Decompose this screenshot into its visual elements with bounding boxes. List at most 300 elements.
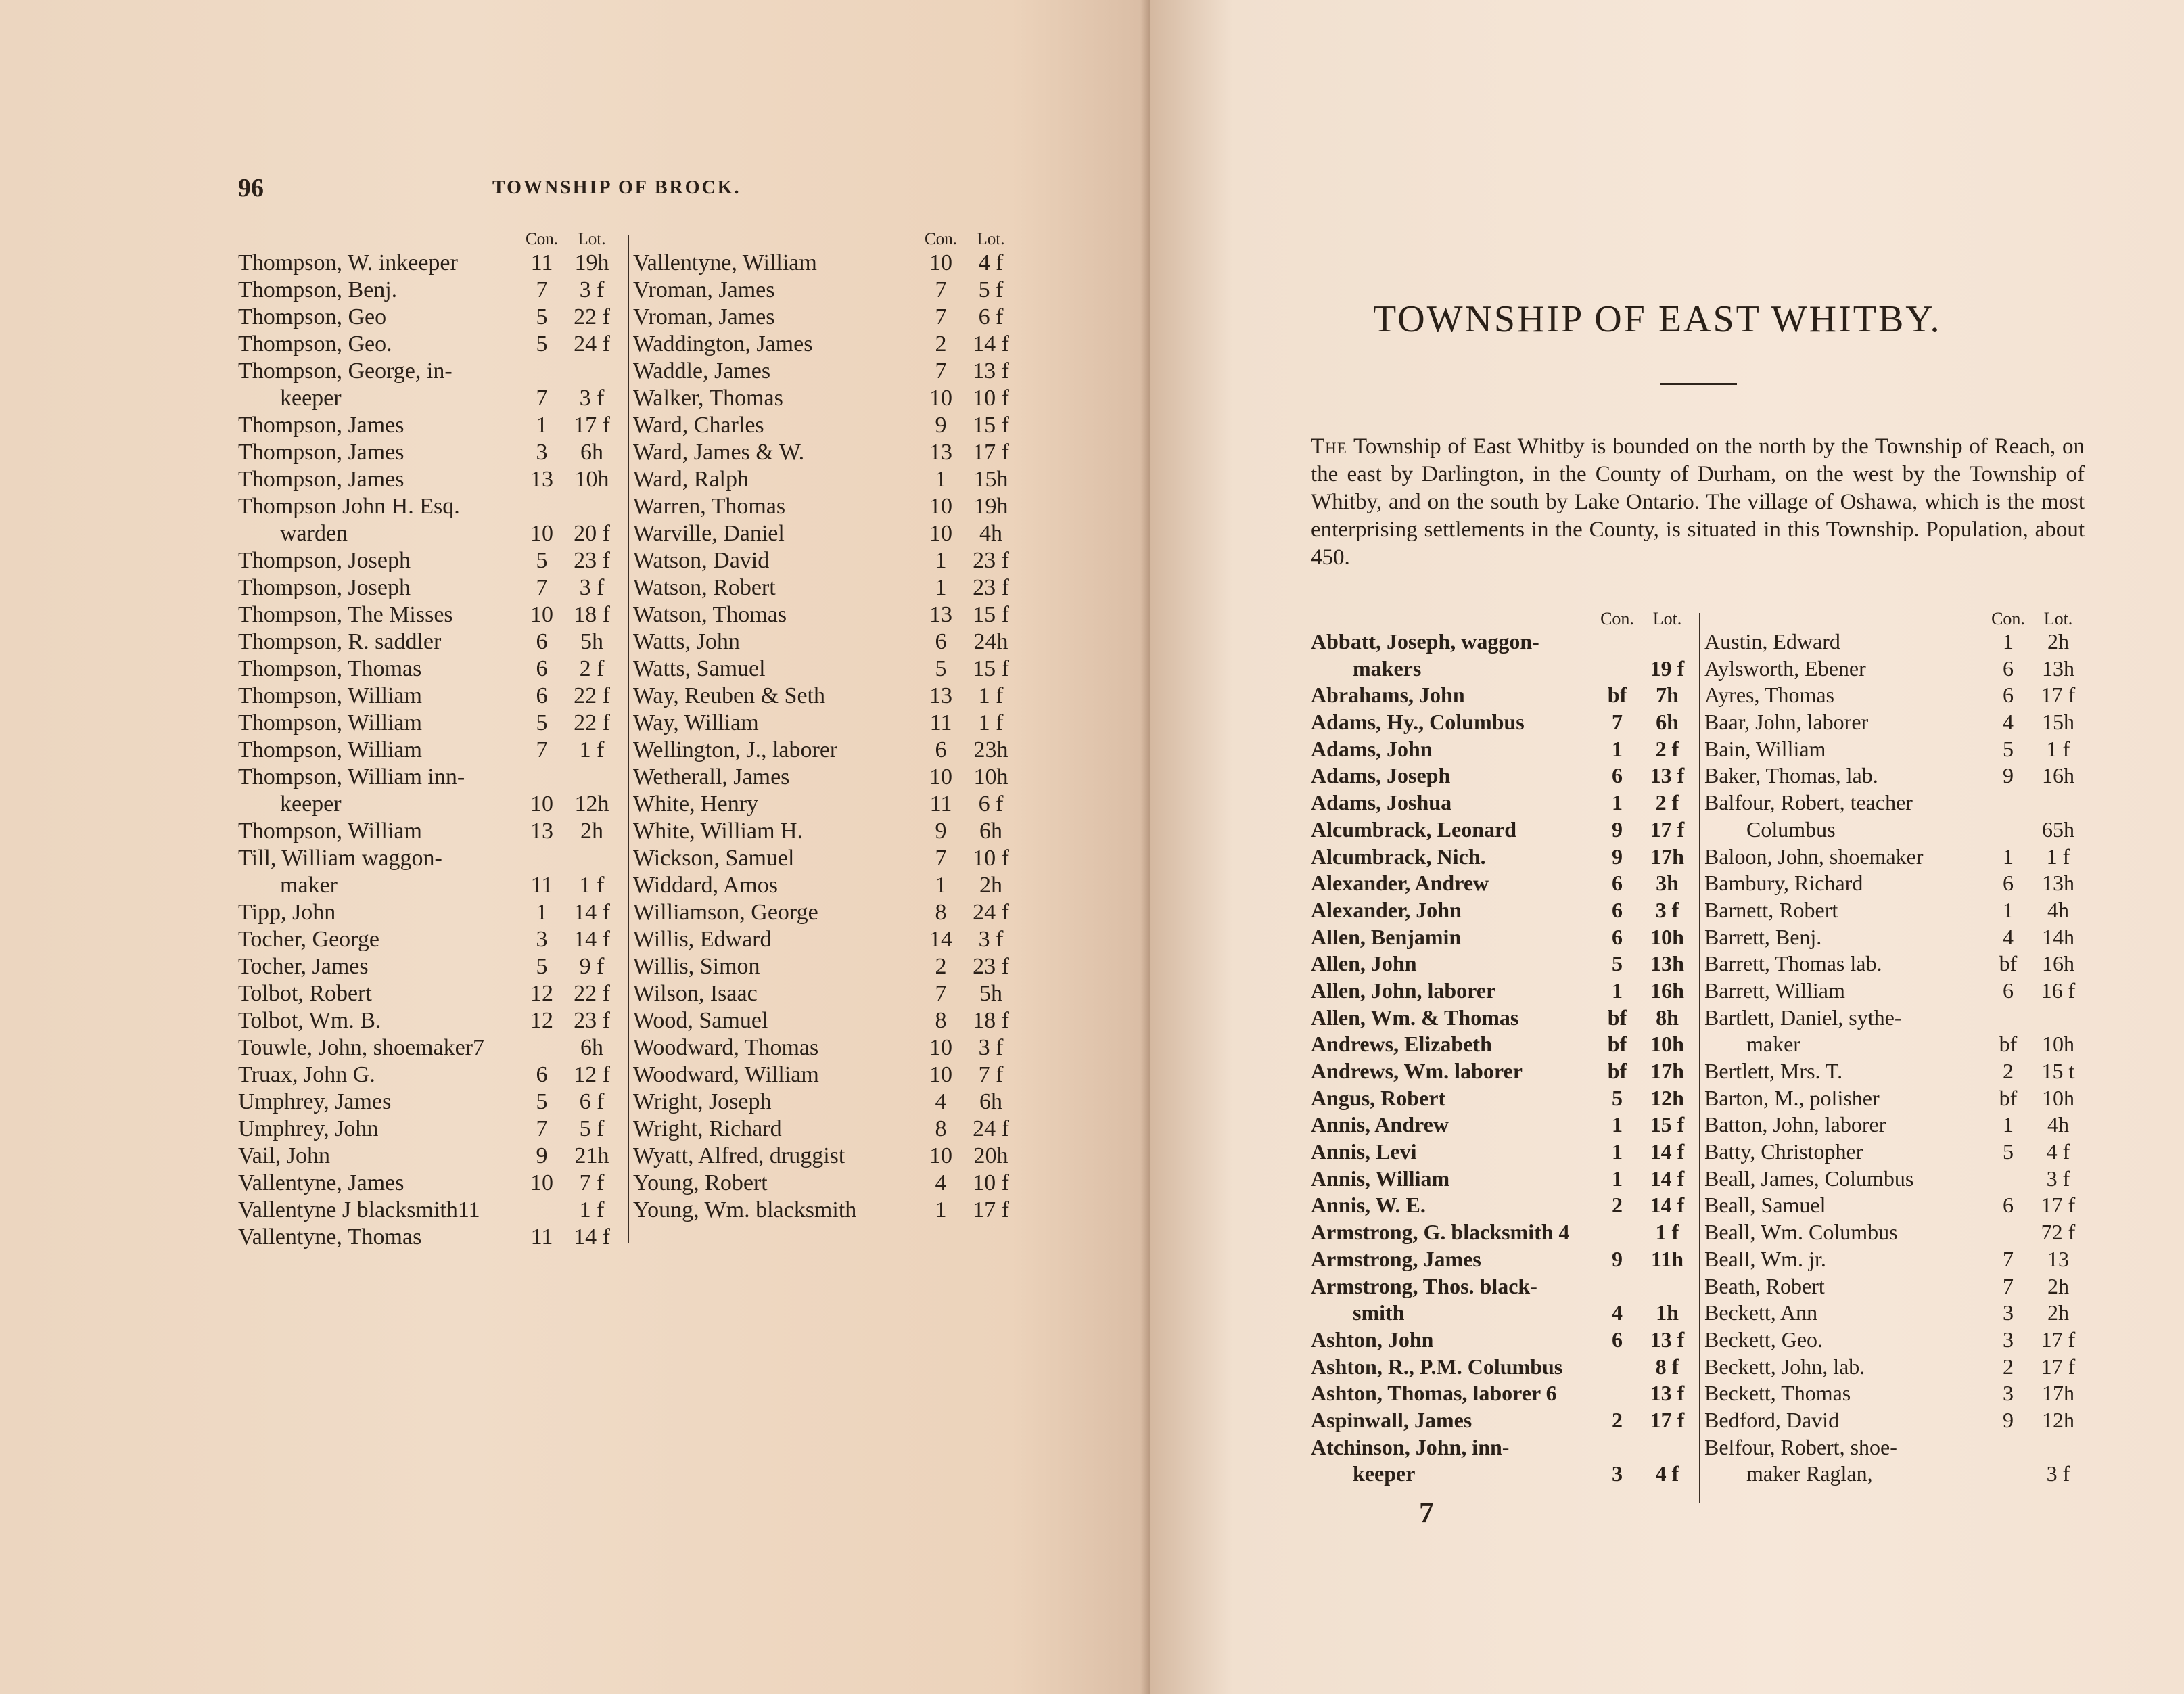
directory-entry <box>238 413 621 440</box>
entry-concession: 5 <box>1612 951 1623 976</box>
entry-name: keeper <box>280 792 342 817</box>
entry-concession: 11 <box>530 1224 553 1250</box>
entry-name: Wright, Richard <box>633 1116 782 1141</box>
directory-entry <box>1311 1166 1696 1193</box>
entry-name: Ward, Ralph <box>633 467 749 492</box>
entry-name: Austin, Edward <box>1704 629 1840 654</box>
directory-entry <box>1311 1381 1696 1408</box>
entry-name: Willis, Edward <box>633 927 772 952</box>
entry-name: Watts, John <box>633 629 740 654</box>
entry-name: Watts, Samuel <box>633 656 766 681</box>
directory-entry <box>633 1008 1020 1035</box>
entry-lot: 15h <box>2042 710 2074 735</box>
entry-lot: 1 f <box>1655 1220 1679 1245</box>
directory-entry <box>633 521 1020 548</box>
entry-concession: 13 <box>929 440 952 465</box>
entry-concession: 13 <box>929 602 952 627</box>
entry-lot: 4h <box>2047 897 2069 922</box>
entry-name: Thompson, The Misses <box>238 602 453 627</box>
entry-lot: 1 f <box>2046 736 2070 761</box>
entry-name: Thompson, William <box>238 819 422 844</box>
directory-entry <box>238 440 621 467</box>
entry-lot: 2 f <box>579 656 605 681</box>
entry-lot: 13 f <box>1650 1327 1685 1352</box>
entry-concession: 1 <box>1612 1166 1623 1191</box>
directory-entry <box>238 710 621 737</box>
entry-lot: 14 f <box>973 331 1009 357</box>
entry-name: Bartlett, Daniel, sythe- <box>1704 1005 1902 1030</box>
entry-lot: 24 f <box>973 1116 1009 1141</box>
entry-concession: 14 <box>929 927 952 952</box>
entry-lot: 1 f <box>579 737 605 762</box>
entry-concession: 6 <box>935 737 947 762</box>
entry-concession: 1 <box>536 413 548 438</box>
entry-lot: 4 f <box>1655 1461 1679 1486</box>
entry-concession: 6 <box>2003 656 2014 681</box>
entry-name: Thompson, Geo. <box>238 331 392 357</box>
entry-concession: 11 <box>530 873 553 898</box>
entry-name: Armstrong, G. blacksmith 4 <box>1311 1220 1570 1245</box>
entry-name: Ayres, Thomas <box>1704 683 1834 708</box>
directory-entry <box>1311 1193 1696 1220</box>
entry-name: Angus, Robert <box>1311 1085 1446 1110</box>
directory-entry <box>633 900 1020 927</box>
entry-lot: 3h <box>1656 871 1679 896</box>
page-number: 96 <box>238 174 264 202</box>
entry-name: Thompson, William <box>238 710 422 735</box>
directory-entry <box>1311 871 1696 898</box>
entry-lot: 23 f <box>574 1008 610 1033</box>
entry-lot: 2h <box>580 819 603 844</box>
directory-entry <box>238 331 621 359</box>
directory-entry <box>238 386 621 413</box>
entry-concession: 1 <box>1612 790 1623 815</box>
entry-concession: bf <box>1999 1085 2018 1110</box>
entry-name: Tolbot, Wm. B. <box>238 1008 381 1033</box>
entry-lot: 3 f <box>579 575 605 600</box>
directory-entry <box>633 1116 1020 1143</box>
directory-entry <box>633 846 1020 873</box>
entry-name: Thompson John H. Esq. <box>238 494 460 519</box>
entry-lot: 5 f <box>978 277 1004 302</box>
entry-concession: 6 <box>1612 871 1623 896</box>
directory-entry <box>238 1197 621 1224</box>
entry-lot: 2h <box>2047 1300 2069 1325</box>
entry-name: Thompson, W. inkeeper <box>238 250 458 275</box>
page-title: TOWNSHIP OF EAST WHITBY. <box>1373 298 1942 340</box>
directory-entry <box>238 359 621 386</box>
entry-name: Armstrong, Thos. black- <box>1311 1273 1537 1298</box>
entry-name: Thompson, Thomas <box>238 656 422 681</box>
entry-name: Warren, Thomas <box>633 494 786 519</box>
entry-lot: 17 f <box>2041 1327 2076 1352</box>
entry-lot: 6 f <box>978 304 1004 329</box>
directory-entry <box>238 792 621 819</box>
entry-name: makers <box>1353 656 1422 681</box>
entry-concession: 3 <box>536 927 548 952</box>
entry-lot: 20h <box>973 1143 1008 1168</box>
entry-lot: 1h <box>1656 1300 1679 1325</box>
entry-concession: 1 <box>935 467 947 492</box>
entry-name: Balfour, Robert, teacher <box>1704 790 1913 815</box>
directory-entry <box>1311 1461 1696 1488</box>
entry-concession: 5 <box>536 331 548 357</box>
entry-name: Way, William <box>633 710 759 735</box>
directory-entry <box>238 1089 621 1116</box>
entry-name: Wickson, Samuel <box>633 846 795 871</box>
entry-lot: 72 f <box>2041 1220 2076 1245</box>
directory-entry <box>238 1035 621 1062</box>
entry-concession: 9 <box>2003 763 2014 788</box>
entry-concession: 2 <box>935 331 947 357</box>
entry-name: Woodward, William <box>633 1062 819 1087</box>
entry-name: Thompson, James <box>238 440 404 465</box>
entry-concession: 12 <box>530 981 553 1006</box>
entry-name: Bertlett, Mrs. T. <box>1704 1059 1843 1083</box>
entry-concession: 6 <box>1612 924 1623 949</box>
entry-concession: 1 <box>935 1197 947 1222</box>
directory-entry <box>1311 817 1696 844</box>
entry-name: Waddle, James <box>633 359 771 384</box>
entry-name: keeper <box>280 386 342 411</box>
directory-entry <box>1704 790 2087 817</box>
entry-lot: 16h <box>1650 978 1684 1003</box>
directory-entry <box>1311 1435 1696 1462</box>
entry-concession: 11 <box>929 792 952 817</box>
entry-name: Annis, W. E. <box>1311 1193 1426 1218</box>
entry-lot: 2h <box>979 873 1002 898</box>
directory-entry <box>1704 737 2087 764</box>
entry-name: Vroman, James <box>633 304 775 329</box>
directory-entry <box>1311 1247 1696 1274</box>
entry-concession: 6 <box>536 656 548 681</box>
entry-lot: 7 f <box>978 1062 1004 1087</box>
entry-name: Vallentyne, William <box>633 250 817 275</box>
entry-lot: 13 f <box>973 359 1009 384</box>
entry-lot: 4 f <box>2046 1139 2070 1164</box>
entry-concession: 1 <box>2003 1112 2014 1137</box>
directory-entry <box>633 737 1020 764</box>
directory-entry <box>238 575 621 602</box>
directory-entry <box>633 683 1020 710</box>
entry-concession: 4 <box>1612 1300 1623 1325</box>
entry-name: Way, Reuben & Seth <box>633 683 826 708</box>
entry-name: Beckett, Thomas <box>1704 1381 1851 1406</box>
directory-entry <box>1704 978 2087 1005</box>
directory-entry <box>1704 1112 2087 1139</box>
entry-name: Allen, Wm. & Thomas <box>1311 1005 1519 1030</box>
directory-entry <box>633 1143 1020 1170</box>
directory-entry <box>1311 1059 1696 1086</box>
directory-entry <box>1704 763 2087 790</box>
lot-header: Lot. <box>2043 609 2073 628</box>
entry-lot: 23 f <box>973 548 1009 573</box>
entry-name: Armstrong, James <box>1311 1246 1481 1271</box>
entry-name: Thompson, William inn- <box>238 764 465 789</box>
entry-concession: 7 <box>536 1116 548 1141</box>
entry-lot: 7 f <box>579 1170 605 1195</box>
entry-concession: 4 <box>2003 924 2014 949</box>
directory-entry <box>1311 1220 1696 1247</box>
entry-name: Aylsworth, Ebener <box>1704 656 1866 681</box>
entry-name: maker <box>1746 1032 1800 1057</box>
entry-lot: 24 f <box>574 331 610 357</box>
entry-name: Williamson, George <box>633 900 818 925</box>
entry-lot: 23 f <box>973 575 1009 600</box>
entry-name: Walker, Thomas <box>633 386 783 411</box>
title-rule <box>1660 383 1737 385</box>
directory-entry <box>633 954 1020 981</box>
directory-entry <box>1311 1086 1696 1113</box>
entry-concession: 5 <box>935 656 947 681</box>
directory-entry <box>1704 1274 2087 1301</box>
directory-entry <box>633 467 1020 494</box>
entry-name: Barrett, William <box>1704 978 1845 1003</box>
entry-lot: 13 <box>2047 1246 2069 1271</box>
entry-concession: 1 <box>1612 1112 1623 1137</box>
entry-lot: 17 f <box>574 413 610 438</box>
entry-lot: 1 f <box>978 710 1004 735</box>
entry-concession: 2 <box>2003 1059 2014 1083</box>
entry-lot: 5 f <box>579 1116 605 1141</box>
directory-entry <box>1311 1139 1696 1166</box>
entry-name: Ward, James & W. <box>633 440 805 465</box>
entry-lot: 24h <box>973 629 1008 654</box>
entry-concession: 7 <box>536 575 548 600</box>
directory-entry <box>1311 1032 1696 1059</box>
directory-entry <box>1704 1139 2087 1166</box>
directory-entry <box>238 629 621 656</box>
entry-lot: 22 f <box>574 304 610 329</box>
entry-lot: 17h <box>1650 1059 1684 1083</box>
entry-concession: bf <box>1607 683 1627 708</box>
entry-name: Alexander, Andrew <box>1311 871 1489 896</box>
entry-lot: 15 t <box>2041 1059 2075 1083</box>
entry-name: Batty, Christopher <box>1704 1139 1863 1164</box>
entry-lot: 6 f <box>978 792 1004 817</box>
directory-entry <box>238 250 621 277</box>
entry-name: Umphrey, James <box>238 1089 392 1114</box>
entry-name: Young, Robert <box>633 1170 768 1195</box>
entry-lot: 17 f <box>973 440 1009 465</box>
directory-entry <box>633 331 1020 359</box>
entry-name: Bain, William <box>1704 736 1826 761</box>
entry-name: Thompson, Joseph <box>238 575 411 600</box>
entry-lot: 11h <box>1650 1246 1684 1271</box>
entry-lot: 19h <box>973 494 1008 519</box>
entry-name: Batton, John, laborer <box>1704 1112 1886 1137</box>
entry-lot: 7h <box>1656 683 1679 708</box>
entry-concession: 1 <box>2003 844 2014 869</box>
column-header <box>1311 609 1696 629</box>
entry-concession: 13 <box>530 819 553 844</box>
entry-concession: bf <box>1999 951 2018 976</box>
entry-name: Adams, Joseph <box>1311 763 1451 788</box>
entry-lot: 6h <box>1656 710 1679 735</box>
entry-name: Thompson, R. saddler <box>238 629 442 654</box>
column-divider <box>1699 613 1700 1503</box>
entry-name: Beckett, Ann <box>1704 1300 1818 1325</box>
directory-entry <box>1704 1381 2087 1408</box>
directory-entry <box>1311 1005 1696 1032</box>
directory-entry <box>238 277 621 304</box>
directory-entry <box>238 846 621 873</box>
entry-lot: 4h <box>2047 1112 2069 1137</box>
entry-concession: 10 <box>530 521 553 546</box>
entry-lot: 19h <box>574 250 609 275</box>
entry-lot: 17 f <box>1650 1407 1685 1432</box>
directory-entry <box>1311 737 1696 764</box>
entry-name: Tocher, James <box>238 954 369 979</box>
directory-entry <box>1311 1327 1696 1354</box>
directory-entry <box>1704 1300 2087 1327</box>
entry-name: Alexander, John <box>1311 897 1462 922</box>
directory-entry <box>1311 898 1696 925</box>
directory-entry <box>633 819 1020 846</box>
entry-lot: 5h <box>580 629 603 654</box>
directory-entry <box>1704 925 2087 952</box>
entry-lot: 9 f <box>579 954 605 979</box>
entry-concession: 1 <box>2003 629 2014 654</box>
entry-name: Annis, Levi <box>1311 1139 1417 1164</box>
directory-entry <box>633 1062 1020 1089</box>
entry-name: Allen, John, laborer <box>1311 978 1496 1003</box>
entry-lot: 13h <box>2042 656 2074 681</box>
entry-concession: 7 <box>2003 1246 2014 1271</box>
entry-concession: 10 <box>530 1170 553 1195</box>
directory-entry <box>633 792 1020 819</box>
entry-concession: 9 <box>1612 1246 1623 1271</box>
entry-name: Truax, John G. <box>238 1062 375 1087</box>
entry-concession: 6 <box>1612 897 1623 922</box>
entry-lot: 2 f <box>1655 736 1679 761</box>
directory-entry <box>633 710 1020 737</box>
directory-entry <box>1704 871 2087 898</box>
column-header <box>238 230 621 250</box>
entry-lot: 19 f <box>1650 656 1685 681</box>
entry-name: Vallentyne J blacksmith11 <box>238 1197 480 1222</box>
entry-lot: 21h <box>574 1143 609 1168</box>
entry-lot: 1 f <box>2046 844 2070 869</box>
entry-name: Ashton, Thomas, laborer 6 <box>1311 1381 1557 1406</box>
entry-concession: 3 <box>2003 1327 2014 1352</box>
directory-entry <box>633 575 1020 602</box>
entry-concession: 1 <box>1612 736 1623 761</box>
entry-lot: 13 f <box>1650 763 1685 788</box>
entry-concession: bf <box>1607 1032 1627 1057</box>
entry-lot: 10 f <box>973 386 1009 411</box>
entry-lot: 16 f <box>2041 978 2076 1003</box>
entry-name: Barnett, Robert <box>1704 897 1838 922</box>
entry-name: Barrett, Benj. <box>1704 924 1822 949</box>
entry-name: Wyatt, Alfred, druggist <box>633 1143 845 1168</box>
entry-lot: 22 f <box>574 981 610 1006</box>
entry-lot: 8 f <box>1655 1354 1679 1379</box>
entry-name: Watson, Robert <box>633 575 776 600</box>
directory-entry <box>238 764 621 792</box>
directory-entry <box>1704 1059 2087 1086</box>
directory-entry <box>1704 1032 2087 1059</box>
entry-lot: 22 f <box>574 710 610 735</box>
directory-entry <box>238 900 621 927</box>
con-header: Con. <box>1600 609 1634 628</box>
entry-name: Till, William waggon- <box>238 846 442 871</box>
entry-lot: 23 f <box>574 548 610 573</box>
entry-lot: 15 f <box>1650 1112 1685 1137</box>
entry-concession: 13 <box>929 683 952 708</box>
entry-concession: 4 <box>935 1089 947 1114</box>
con-header: Con. <box>925 230 957 248</box>
entry-lot: 2 f <box>1655 790 1679 815</box>
entry-concession: 5 <box>2003 1139 2014 1164</box>
entry-concession: 10 <box>929 1035 952 1060</box>
entry-lot: 16h <box>2042 763 2074 788</box>
directory-entry <box>1704 1435 2087 1462</box>
entry-name: Barrett, Thomas lab. <box>1704 951 1882 976</box>
directory-entry <box>238 1170 621 1197</box>
entry-lot: 20 f <box>574 521 610 546</box>
entry-name: maker <box>280 873 338 898</box>
entry-name: Andrews, Wm. laborer <box>1311 1059 1523 1083</box>
directory-entry <box>238 819 621 846</box>
entry-name: Allen, John <box>1311 951 1417 976</box>
directory-entry <box>633 277 1020 304</box>
entry-lot: 15 f <box>973 413 1009 438</box>
directory-entry <box>1311 683 1696 710</box>
entry-lot: 18 f <box>973 1008 1009 1033</box>
entry-concession: 7 <box>935 304 947 329</box>
entry-concession: 10 <box>530 602 553 627</box>
entry-lot: 14 f <box>1650 1139 1685 1164</box>
intro-lead: The <box>1311 434 1347 459</box>
entry-concession: 3 <box>1612 1461 1623 1486</box>
entry-lot: 6 f <box>579 1089 605 1114</box>
entry-lot: 10h <box>1650 924 1684 949</box>
entry-name: Aspinwall, James <box>1311 1407 1472 1432</box>
directory-entry <box>1704 1220 2087 1247</box>
entry-lot: 6h <box>580 1035 603 1060</box>
entry-name: Beckett, Geo. <box>1704 1327 1823 1352</box>
entry-lot: 4h <box>979 521 1002 546</box>
directory-entry <box>1311 790 1696 817</box>
entry-concession: 7 <box>935 846 947 871</box>
directory-entry <box>238 1224 621 1252</box>
entry-concession: 6 <box>1612 763 1623 788</box>
entry-concession: 11 <box>530 250 553 275</box>
directory-entry <box>1704 683 2087 710</box>
entry-name: White, Henry <box>633 792 759 817</box>
entry-name: Tipp, John <box>238 900 336 925</box>
entry-name: Belfour, Robert, shoe- <box>1704 1434 1897 1459</box>
directory-entry <box>238 683 621 710</box>
entry-concession: 10 <box>530 792 553 817</box>
lot-header: Lot. <box>578 230 606 248</box>
entry-lot: 65h <box>2042 817 2074 842</box>
entry-lot: 17 f <box>2041 1354 2076 1379</box>
directory-entry <box>1704 1247 2087 1274</box>
entry-concession: 6 <box>2003 871 2014 896</box>
entry-name: Beall, James, Columbus <box>1704 1166 1914 1191</box>
entry-concession: 8 <box>935 1008 947 1033</box>
entry-lot: 14 f <box>1650 1193 1685 1218</box>
entry-name: Beath, Robert <box>1704 1273 1825 1298</box>
directory-entry <box>1311 925 1696 952</box>
entry-lot: 15 f <box>973 656 1009 681</box>
entry-concession: 4 <box>2003 710 2014 735</box>
entry-lot: 14 f <box>574 927 610 952</box>
lot-header: Lot. <box>1652 609 1682 628</box>
entry-name: Watson, David <box>633 548 770 573</box>
